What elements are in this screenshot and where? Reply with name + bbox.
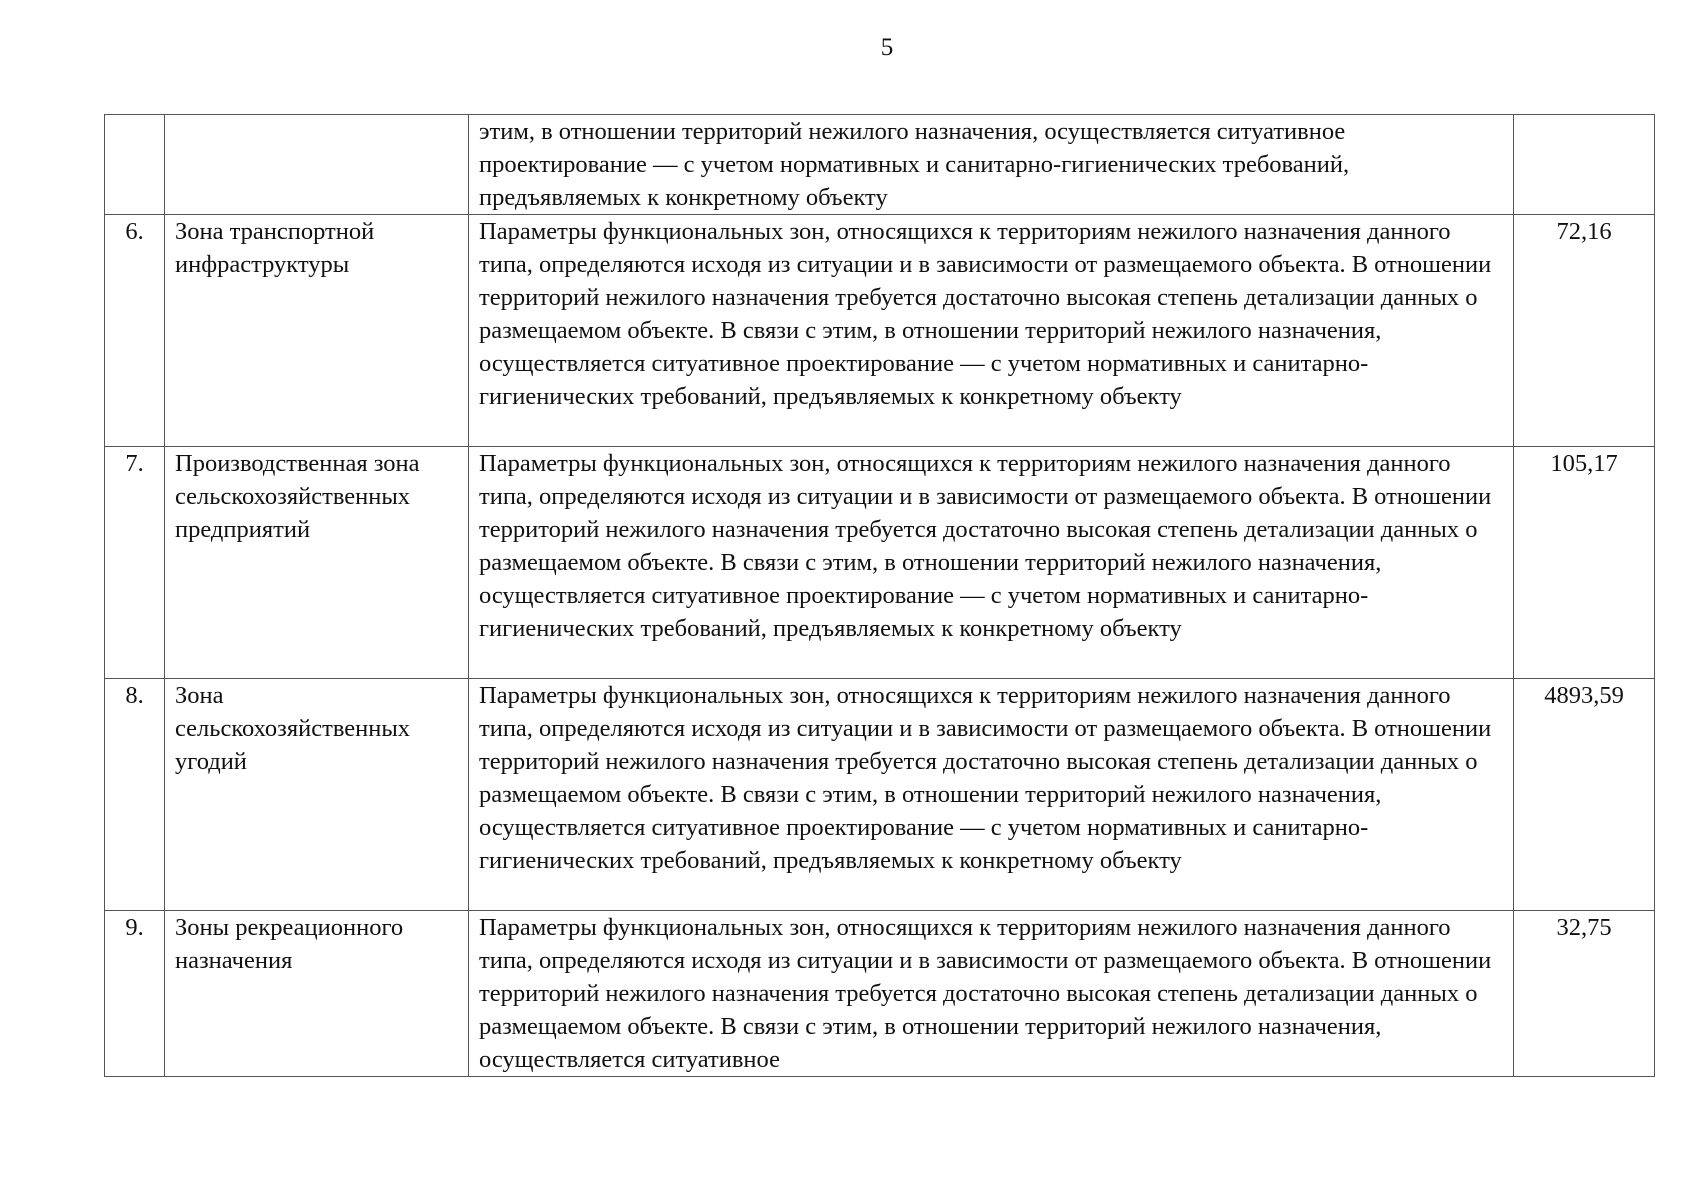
zone-area-cell: 105,17 [1514,447,1655,679]
table-row [105,115,1655,215]
zone-name-cell: Зоны рекреационного назначения [165,911,469,1077]
zone-name-cell: Зона транспортной инфраструктуры [165,215,469,447]
table-row [105,447,1655,679]
functional-zones-table [104,114,1655,1077]
row-number-cell: 6. [105,215,165,447]
zone-name-cell: Зона сельскохозяйственных угодий [165,679,469,911]
row-number-cell: 9. [105,911,165,1077]
zone-description-cell: Параметры функциональных зон, относящихся к территориям нежилого назначения данного типа, определяются исходя из ситуации и в зависимости от размещаемого объекта. В отношении территорий нежилого назначения требуется достаточно высокая степень детализации данных о размещаемом объекте. В связи с этим, в отношении территорий нежилого назначения, осуществляется ситуативное проектирование — с учетом нормативных и санитарно-гигиенических требований, предъявляемых к конкретному объекту [469,447,1514,679]
zone-area-cell: 4893,59 [1514,679,1655,911]
row-number-cell: 7. [105,447,165,679]
zone-description-cell: этим, в отношении территорий нежилого назначения, осуществляется ситуативное проектирование — с учетом нормативных и санитарно-гигиенических требований, предъявляемых к конкретному объекту [469,115,1514,215]
zone-name-cell [165,115,469,215]
zone-description-cell: Параметры функциональных зон, относящихся к территориям нежилого назначения данного типа, определяются исходя из ситуации и в зависимости от размещаемого объекта. В отношении территорий нежилого назначения требуется достаточно высокая степень детализации данных о размещаемом объекте. В связи с этим, в отношении территорий нежилого назначения, осуществляется ситуативное [469,911,1514,1077]
table-row [105,679,1655,911]
table-row [105,215,1655,447]
zone-description-cell: Параметры функциональных зон, относящихся к территориям нежилого назначения данного типа, определяются исходя из ситуации и в зависимости от размещаемого объекта. В отношении территорий нежилого назначения требуется достаточно высокая степень детализации данных о размещаемом объекте. В связи с этим, в отношении территорий нежилого назначения, осуществляется ситуативное проектирование — с учетом нормативных и санитарно-гигиенических требований, предъявляемых к конкретному объекту [469,679,1514,911]
row-number-cell: 8. [105,679,165,911]
zone-area-cell: 72,16 [1514,215,1655,447]
row-number-cell [105,115,165,215]
zone-name-cell: Производственная зона сельскохозяйственных предприятий [165,447,469,679]
zone-area-cell [1514,115,1655,215]
zone-description-cell: Параметры функциональных зон, относящихся к территориям нежилого назначения данного типа, определяются исходя из ситуации и в зависимости от размещаемого объекта. В отношении территорий нежилого назначения требуется достаточно высокая степень детализации данных о размещаемом объекте. В связи с этим, в отношении территорий нежилого назначения, осуществляется ситуативное проектирование — с учетом нормативных и санитарно-гигиенических требований, предъявляемых к конкретному объекту [469,215,1514,447]
page-number: 5 [880,34,894,61]
zone-area-cell: 32,75 [1514,911,1655,1077]
table-row [105,911,1655,1077]
